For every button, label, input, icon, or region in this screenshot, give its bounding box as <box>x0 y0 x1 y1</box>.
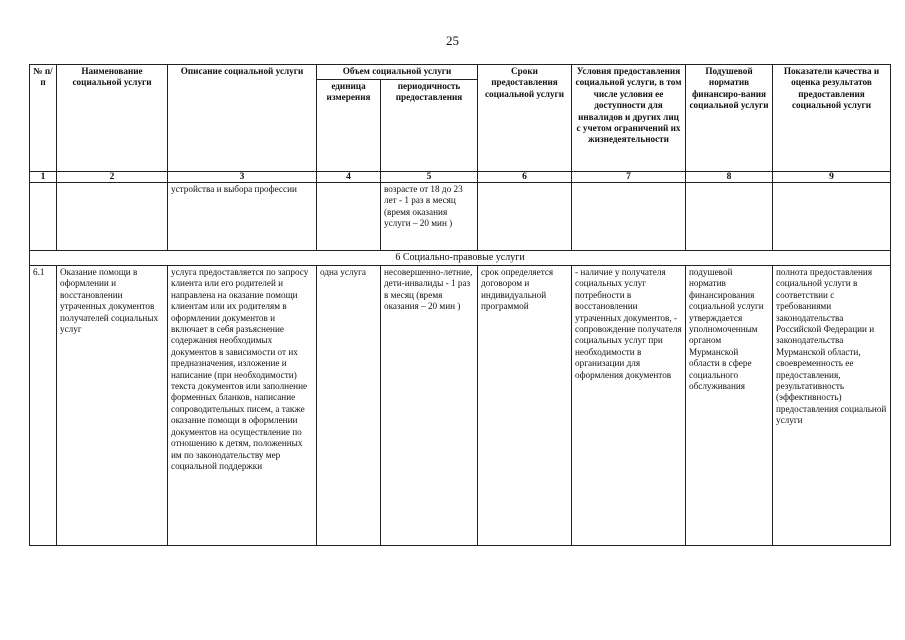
column-number: 9 <box>773 172 891 183</box>
continuation-description: устройства и выбора профессии <box>168 183 317 251</box>
column-number: 2 <box>57 172 168 183</box>
services-table <box>29 64 891 546</box>
header-volume: Объем социальной услуги <box>317 65 478 80</box>
header-quality: Показатели качества и оценка результатов предоставления социальной услуги <box>773 65 891 172</box>
column-number: 7 <box>572 172 686 183</box>
header-terms: Сроки предоставления социальной услуги <box>478 65 572 172</box>
column-number: 5 <box>381 172 478 183</box>
header-description: Описание социальной услуги <box>168 65 317 172</box>
row-terms: срок определяется договором и индивидуальной программой <box>478 266 572 546</box>
header-unit: единица измерения <box>317 80 381 172</box>
column-number: 6 <box>478 172 572 183</box>
continuation-periodicity: возрасте от 18 до 23 лет - 1 раз в месяц (время оказания услуги – 20 мин ) <box>381 183 478 251</box>
header-num: № п/п <box>30 65 57 172</box>
header-conditions: Условия предоставления социальной услуги, в том числе условия ее доступности для инвалидов и других лиц с учетом ограничений их жизнедеятельности <box>572 65 686 172</box>
column-number: 3 <box>168 172 317 183</box>
header-periodicity: периодичность предоставления <box>381 80 478 172</box>
service-row <box>30 266 891 546</box>
continuation-row <box>30 183 891 251</box>
row-description: услуга предоставляется по запросу клиента или его родителей и направлена на оказание помощи клиентам или их родителям в оформлении документов и включает в себя разъяснение содержания необходимых документов в зависимости от их предназначения, изложение и написание (при необходимости) текста документов или заполнение форменных бланков, написание сопроводительных писем, а также оказание помощи в оформлении документов на осуществление по отношению к детям, положенных им по законодательству мер социальной поддержки <box>168 266 317 546</box>
row-norm: подушевой норматив финансирования социальной услуги утверждается уполномоченным органом Мурманской области в сфере социального обслуживания <box>686 266 773 546</box>
section-title: 6 Социально-правовые услуги <box>30 251 891 266</box>
row-quality: полнота предоставления социальной услуги в соответствии с требованиями законодательства Российской Федерации и законодательства Мурманской области, своевременность ее предоставления, результативность (эффективность) предоставления социальной услуги <box>773 266 891 546</box>
page-number: 25 <box>446 33 459 48</box>
column-number: 4 <box>317 172 381 183</box>
column-numbers-row <box>30 172 891 183</box>
row-unit: одна услуга <box>317 266 381 546</box>
header-name: Наименование социальной услуги <box>57 65 168 172</box>
header-norm: Подушевой норматив финансиро-вания социальной услуги <box>686 65 773 172</box>
row-conditions: - наличие у получателя социальных услуг потребности в восстановлении утраченных документов, - сопровождение получателя социальных услуг при необходимости в организации для оформления документов <box>572 266 686 546</box>
column-number: 8 <box>686 172 773 183</box>
row-periodicity: несовершенно-летние, дети-инвалиды - 1 раз в месяц (время оказания – 20 мин ) <box>381 266 478 546</box>
column-number: 1 <box>30 172 57 183</box>
row-name: Оказание помощи в оформлении и восстановлении утраченных документов получателей социальных услуг <box>57 266 168 546</box>
row-num: 6.1 <box>30 266 57 546</box>
